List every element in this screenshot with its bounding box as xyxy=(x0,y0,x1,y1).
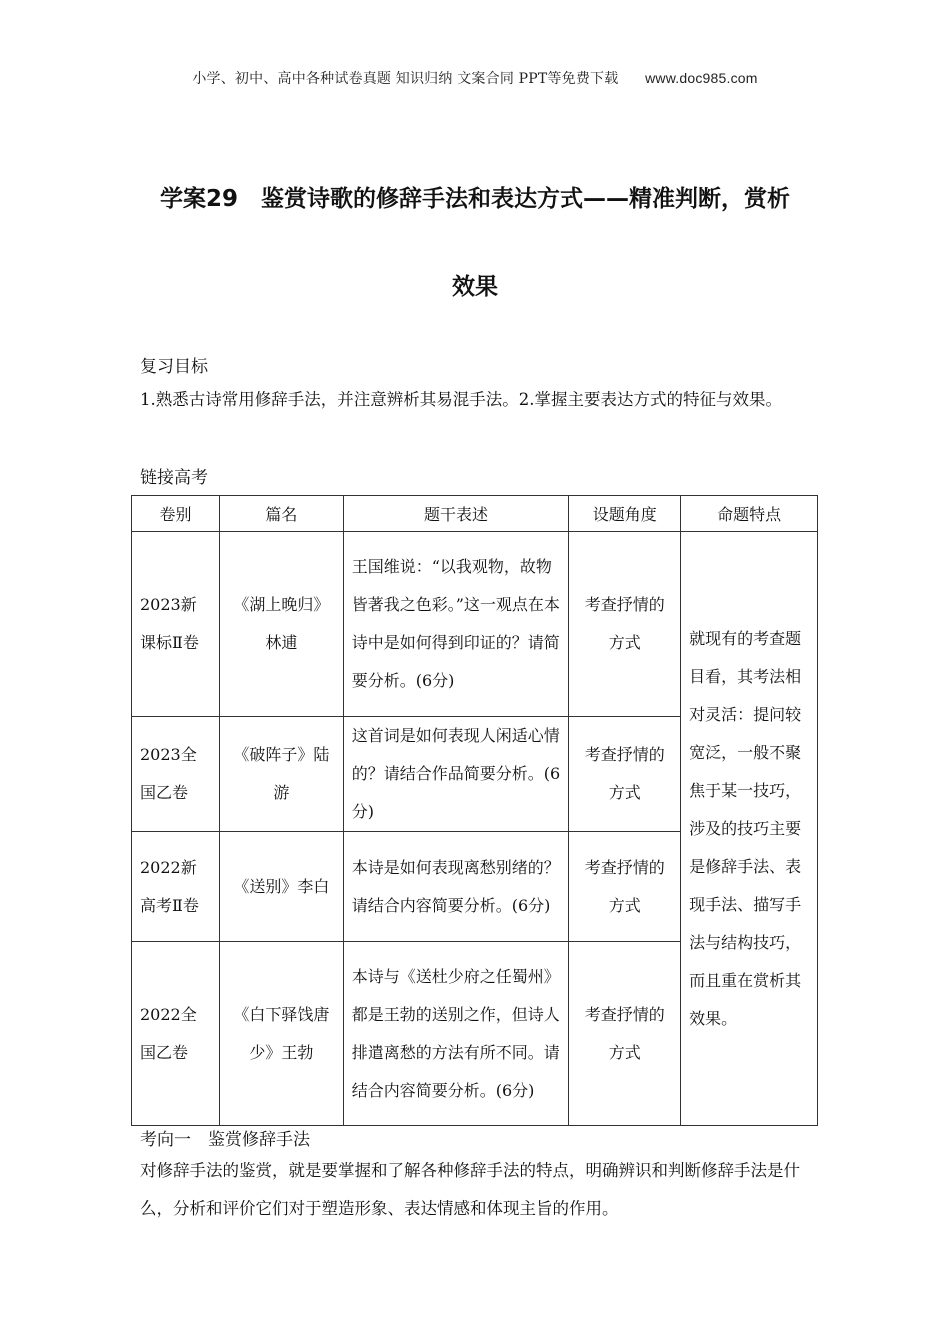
cell-angle: 考查抒情的方式 xyxy=(569,832,681,942)
header-question: 题干表述 xyxy=(343,496,569,532)
cell-paper: 2022新高考Ⅱ卷 xyxy=(132,832,220,942)
document-title: 学案29 鉴赏诗歌的修辞手法和表达方式——精准判断，赏析 xyxy=(159,186,790,212)
cell-paper: 2022全国乙卷 xyxy=(132,942,220,1126)
document-title-line2: 效果 xyxy=(452,274,498,300)
cell-question: 本诗是如何表现离愁别绪的？请结合内容简要分析。(6分) xyxy=(343,832,569,942)
header-title: 篇名 xyxy=(219,496,343,532)
link-exam-label: 链接高考 xyxy=(140,468,208,488)
cell-title: 《破阵子》陆游 xyxy=(219,717,343,832)
cell-angle: 考查抒情的方式 xyxy=(569,532,681,717)
exam-table xyxy=(131,495,818,1126)
cell-question: 本诗与《送杜少府之任蜀州》都是王勃的送别之作，但诗人排遣离愁的方法有所不同。请结合内容简要分析。(6分) xyxy=(343,942,569,1126)
page-header xyxy=(0,68,950,88)
header-paper: 卷别 xyxy=(132,496,220,532)
cell-feature: 就现有的考查题目看，其考法相对灵活：提问较宽泛，一般不聚焦于某一技巧，涉及的技巧主要是修辞手法、表现手法、描写手法与结构技巧，而且重在赏析其效果。 xyxy=(681,532,818,1126)
review-goals-text: 1.熟悉古诗常用修辞手法，并注意辨析其易混手法。2.掌握主要表达方式的特征与效果。 xyxy=(140,390,782,409)
header-angle: 设题角度 xyxy=(569,496,681,532)
cell-paper: 2023新课标Ⅱ卷 xyxy=(132,532,220,717)
direction-label: 考向一 鉴赏修辞手法 xyxy=(140,1130,310,1150)
header-url[interactable]: www.doc985.com xyxy=(645,70,758,86)
direction-text: 对修辞手法的鉴赏，就是要掌握和了解各种修辞手法的特点，明确辨识和判断修辞手法是什么，分析和评价它们对于塑造形象、表达情感和体现主旨的作用。 xyxy=(140,1161,800,1218)
cell-angle: 考查抒情的方式 xyxy=(569,717,681,832)
cell-angle: 考查抒情的方式 xyxy=(569,942,681,1126)
table-header-row xyxy=(132,496,818,532)
review-goals-label: 复习目标 xyxy=(140,357,208,377)
cell-title: 《送别》李白 xyxy=(219,832,343,942)
header-text: 小学、初中、高中各种试卷真题 知识归纳 文案合同 PPT等免费下载 xyxy=(192,71,619,87)
cell-title: 《白下驿饯唐少》王勃 xyxy=(219,942,343,1126)
cell-question: 王国维说：“以我观物，故物皆著我之色彩。”这一观点在本诗中是如何得到印证的？请简要分析。(6分) xyxy=(343,532,569,717)
cell-title: 《湖上晚归》林逋 xyxy=(219,532,343,717)
header-feature: 命题特点 xyxy=(681,496,818,532)
cell-question: 这首词是如何表现人闲适心情的？请结合作品简要分析。(6分) xyxy=(343,717,569,832)
table-row xyxy=(132,532,818,717)
cell-paper: 2023全国乙卷 xyxy=(132,717,220,832)
